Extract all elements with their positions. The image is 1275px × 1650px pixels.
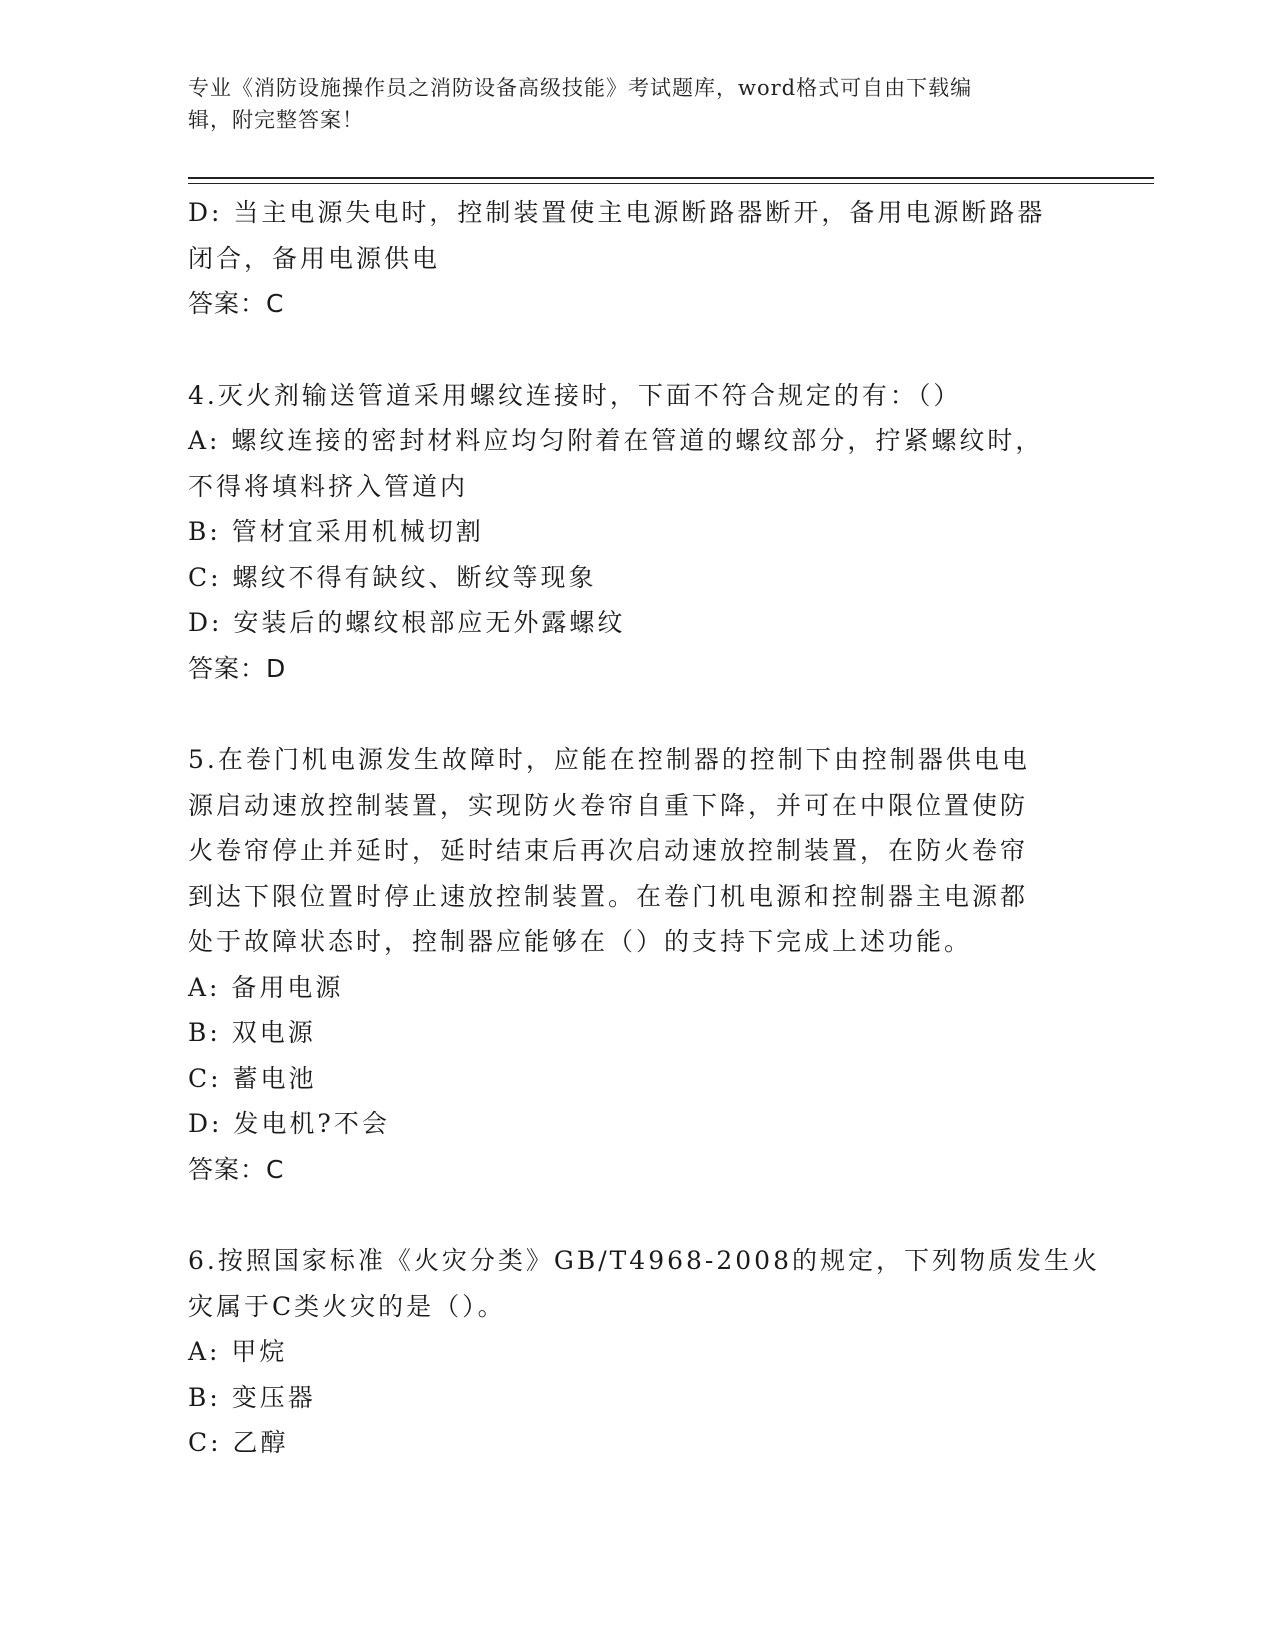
- option-d-line-2: 闭合，备用电源供电: [188, 243, 441, 273]
- question-4-option-a-line-1: A: 螺纹连接的密封材料应均匀附着在管道的螺纹部分，拧紧螺纹时，: [188, 426, 1044, 455]
- question-5-stem-line-2: 源启动速放控制装置，实现防火卷帘自重下降，并可在中限位置使防: [188, 790, 1029, 820]
- answer-text: 答案：C: [188, 289, 285, 318]
- question-5-stem-line-1: 5.在卷门机电源发生故障时，应能在控制器的控制下由控制器供电电: [188, 745, 1030, 774]
- header-note-line-1: 专业《消防设施操作员之消防设备高级技能》考试题库，word格式可自由下载编: [188, 76, 973, 100]
- question-5-stem-line-3: 火卷帘停止并延时，延时结束后再次启动速放控制装置，在防火卷帘: [188, 836, 1029, 865]
- question-5-option-b: B: 双电源: [188, 1018, 316, 1047]
- spacer: [188, 691, 1088, 737]
- question-4-block: [188, 373, 1088, 692]
- header-rule-thick: [188, 177, 1154, 179]
- question-4-answer: 答案：D: [188, 653, 287, 683]
- question-5-option-a: A: 备用电源: [188, 972, 344, 1002]
- header-rule-thin: [188, 183, 1154, 184]
- question-6-option-c: C: 乙醇: [188, 1428, 289, 1457]
- option-d-line-1: D: 当主电源失电时，控制装置使主电源断路器断开，备用电源断路器: [188, 198, 1046, 227]
- question-5-stem-line-5: 处于故障状态时，控制器应能够在（）的支持下完成上述功能。: [188, 927, 973, 956]
- question-6-option-b: B: 变压器: [188, 1382, 316, 1412]
- question-5-option-c: C: 蓄电池: [188, 1063, 317, 1093]
- question-content: [188, 190, 1100, 1466]
- question-6-block: [188, 1238, 1100, 1466]
- header-note: [188, 72, 1068, 136]
- header-note-line-2: 辑，附完整答案！: [188, 108, 364, 132]
- spacer: [188, 1192, 1088, 1238]
- question-6-option-a: A: 甲烷: [188, 1337, 288, 1366]
- question-4-stem: 4.灭火剂输送管道采用螺纹连接时，下面不符合规定的有：（）: [188, 380, 962, 410]
- question-4-option-b: B: 管材宜采用机械切割: [188, 517, 484, 546]
- question-5-stem-line-4: 到达下限位置时停止速放控制装置。在卷门机电源和控制器主电源都: [188, 881, 1029, 911]
- question-6-stem-line-2: 灾属于C类火灾的是（）。: [188, 1291, 506, 1321]
- question-5-block: [188, 737, 1088, 1192]
- spacer: [188, 327, 1088, 373]
- question-4-option-a-line-2: 不得将填料挤入管道内: [188, 471, 469, 501]
- question-5-answer: 答案：C: [188, 1154, 285, 1184]
- question-4-option-d: D: 安装后的螺纹根部应无外露螺纹: [188, 608, 626, 637]
- question-6-stem-line-1: 6.按照国家标准《火灾分类》GB/T4968-2008的规定，下列物质发生火: [188, 1246, 1100, 1275]
- question-5-option-d: D: 发电机?不会: [188, 1109, 390, 1138]
- prev-question-block: [188, 190, 1088, 327]
- question-4-option-c: C: 螺纹不得有缺纹、断纹等现象: [188, 562, 597, 592]
